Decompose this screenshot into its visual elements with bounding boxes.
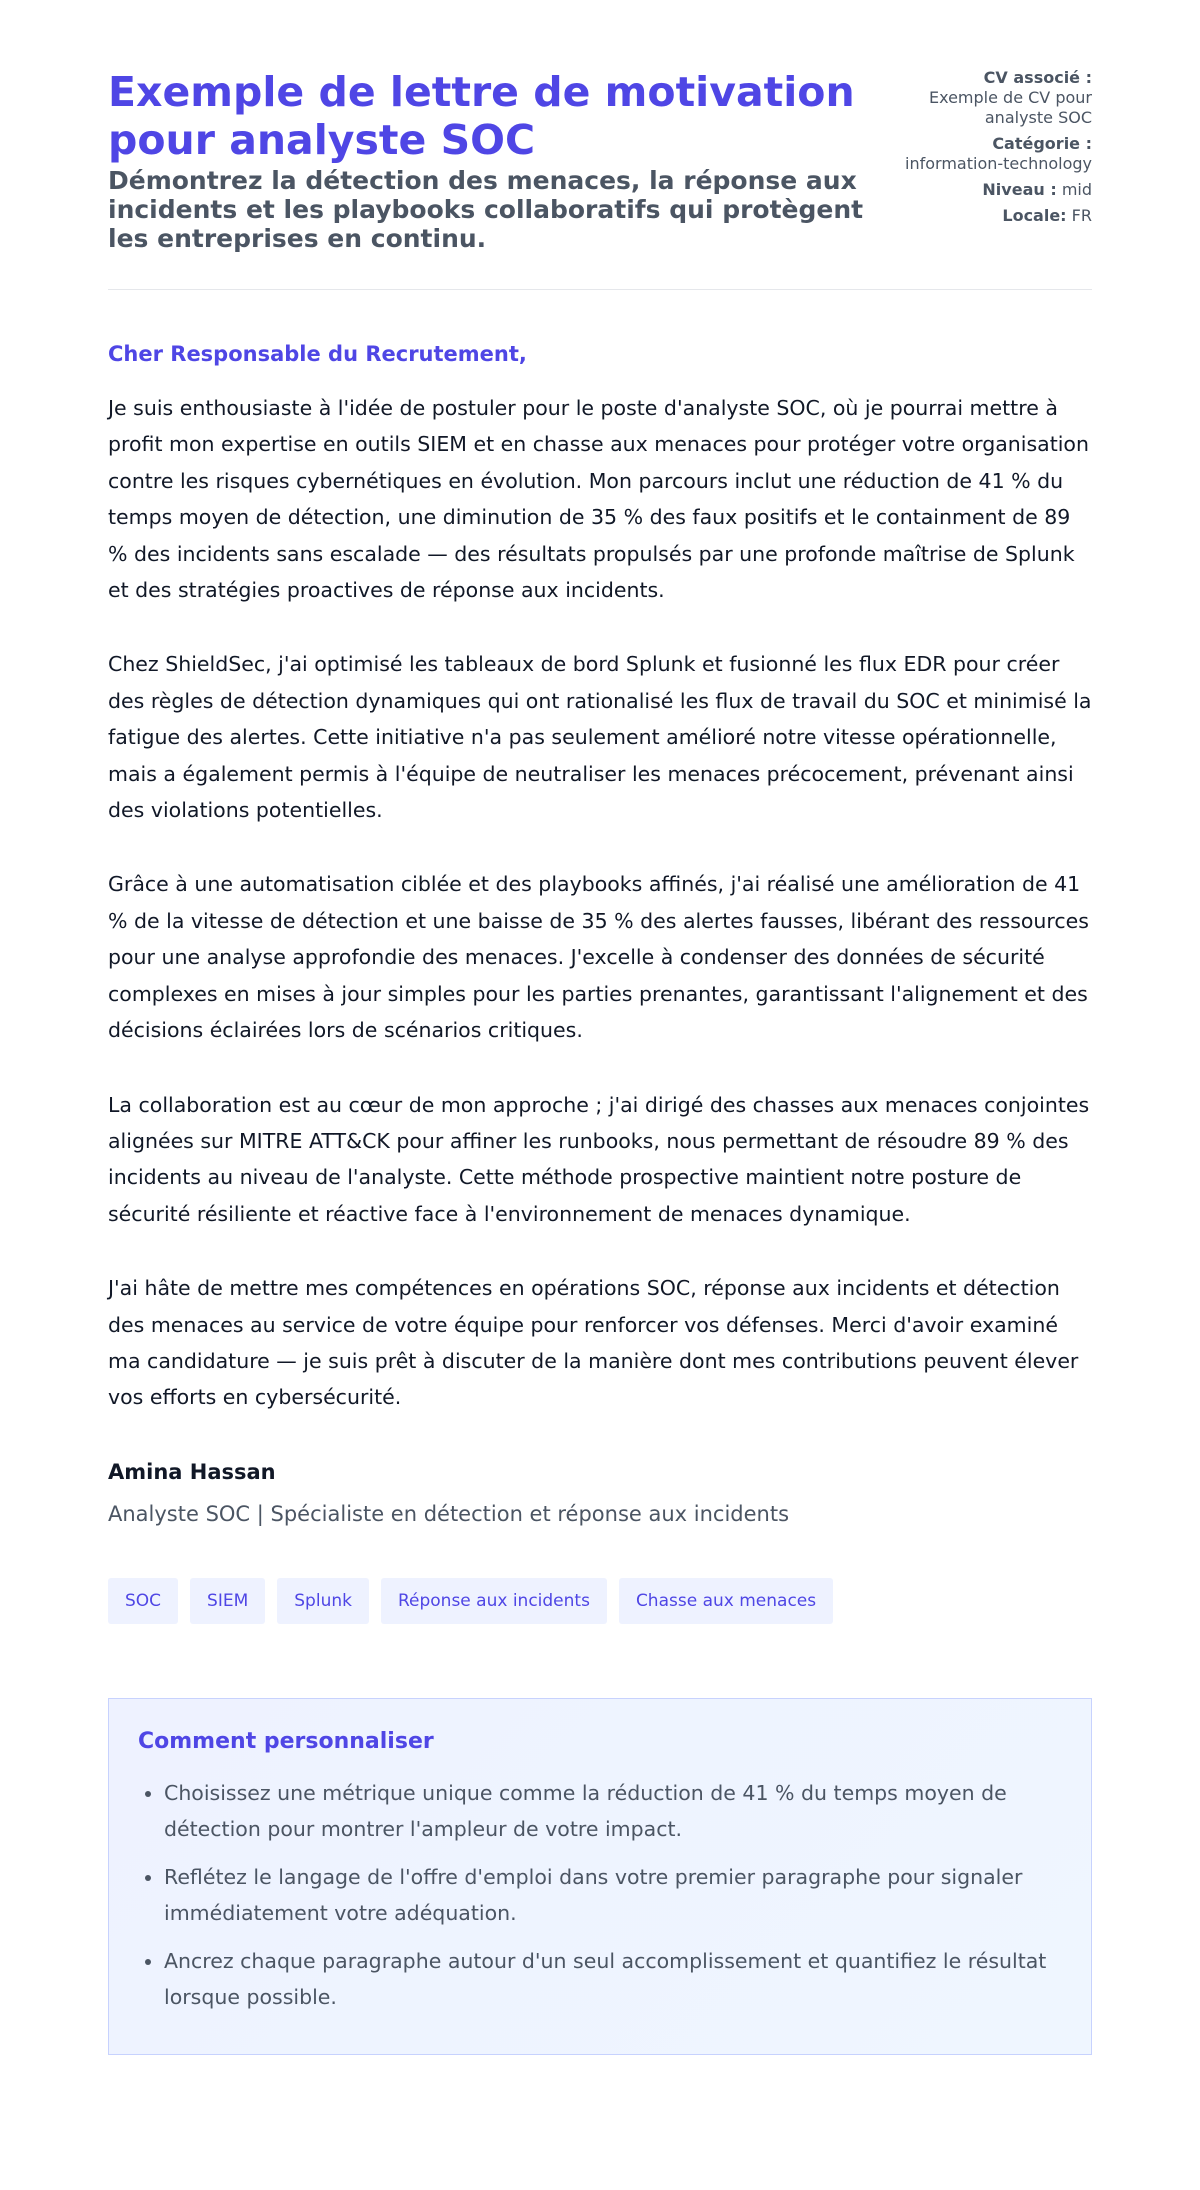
meta-locale bbox=[895, 206, 1092, 226]
meta-category bbox=[895, 134, 1092, 174]
letter-paragraph: Grâce à une automatisation ciblée et des playbooks affinés, j'ai réalisé une amélioration de 41 % de la vitesse de détection et une baisse de 35 % des alertes fausses, libérant des ressources pour une analyse approfondie des menaces. J'excelle à condenser des données de sécurité complexes en mises à jour simples pour les parties prenantes, garantissant l'alignement et des décisions éclairées lors de scénarios critiques. bbox=[108, 872, 1089, 1043]
tip-item: • Ancrez chaque paragraphe autour d'un seul accomplissement et quantifiez le résultat lorsque possible. bbox=[164, 1943, 1062, 2015]
letter-paragraph: Je suis enthousiaste à l'idée de postuler pour le poste d'analyste SOC, où je pourrai mettre à profit mon expertise en outils SIEM et en chasse aux menaces pour protéger votre organisation contre les risques cybernétiques en évolution. Mon parcours inclut une réduction de 41 % du temps moyen de détection, une diminution de 35 % des faux positifs et le containment de 89 % des incidents sans escalade — des résultats propulsés par une profonde maîtrise de Splunk et des stratégies proactives de réponse aux incidents. bbox=[108, 396, 1089, 603]
header-titles bbox=[108, 68, 895, 253]
signature-name: Amina Hassan bbox=[108, 1459, 276, 1484]
meta-level-label: Niveau : bbox=[982, 180, 1057, 199]
meta-level bbox=[895, 180, 1092, 200]
meta-cv bbox=[895, 68, 1092, 128]
letter-paragraph: La collaboration est au cœur de mon approche ; j'ai dirigé des chasses aux menaces conjointes alignées sur MITRE ATT&CK pour affiner les runbooks, nous permettant de résoudre 89 % des incidents au niveau de l'analyste. Cette méthode prospective maintient notre posture de sécurité résiliente et réactive face à l'environnement de menaces dynamique. bbox=[108, 1092, 1090, 1226]
page-subtitle: Démontrez la détection des menaces, la réponse aux incidents et les playbooks collaboratifs qui protègent les entreprises en continu. bbox=[108, 166, 864, 253]
tip-item: • Choisissez une métrique unique comme la réduction de 41 % du temps moyen de détection pour montrer l'ampleur de votre impact. bbox=[164, 1775, 1062, 1847]
letter-paragraph: Chez ShieldSec, j'ai optimisé les tableaux de bord Splunk et fusionné les flux EDR pour créer des règles de détection dynamiques qui ont rationalisé les flux de travail du SOC et minimisé la fatigue des alertes. Cette initiative n'a pas seulement amélioré notre vitesse opérationnelle, mais a également permis à l'équipe de neutraliser les menaces précocement, prévenant ainsi des violations potentielles. bbox=[108, 652, 1092, 823]
signature-role: Analyste SOC | Spécialiste en détection et réponse aux incidents bbox=[108, 1501, 790, 1526]
letter-salutation: Cher Responsable du Recrutement, bbox=[108, 342, 527, 366]
meta-level-value: mid bbox=[1061, 180, 1092, 199]
customization-tips bbox=[108, 1698, 1092, 2055]
meta-cv-link[interactable]: Exemple de CV pour analyste SOC bbox=[929, 88, 1092, 127]
skill-tag[interactable]: Réponse aux incidents bbox=[381, 1578, 607, 1624]
skill-tags bbox=[108, 1578, 1092, 1624]
skill-tag[interactable]: Chasse aux menaces bbox=[619, 1578, 833, 1624]
meta-category-value: information-technology bbox=[905, 154, 1092, 173]
meta-panel bbox=[895, 68, 1092, 232]
page-title: Exemple de lettre de motivation pour analyste SOC bbox=[108, 68, 855, 164]
header-divider bbox=[108, 289, 1092, 290]
letter-paragraph: J'ai hâte de mettre mes compétences en opérations SOC, réponse aux incidents et détection des menaces au service de votre équipe pour renforcer vos défenses. Merci d'avoir examiné ma candidature — je suis prêt à discuter de la manière dont mes contributions peuvent élever vos efforts en cybersécurité. bbox=[108, 1276, 1079, 1410]
skill-tag[interactable]: SOC bbox=[108, 1578, 178, 1624]
tip-item: • Reflétez le langage de l'offre d'emploi dans votre premier paragraphe pour signaler immédiatement votre adéquation. bbox=[164, 1859, 1062, 1931]
meta-cv-label: CV associé : bbox=[983, 68, 1092, 87]
meta-locale-value: FR bbox=[1071, 206, 1092, 225]
page-header bbox=[108, 68, 1092, 253]
meta-locale-label: Locale: bbox=[1002, 206, 1067, 225]
tips-title: Comment personnaliser bbox=[138, 1728, 434, 1754]
letter-body bbox=[108, 390, 1092, 1416]
skill-tag[interactable]: SIEM bbox=[190, 1578, 265, 1624]
meta-category-label: Catégorie : bbox=[992, 134, 1092, 153]
skill-tag[interactable]: Splunk bbox=[277, 1578, 369, 1624]
tips-list bbox=[138, 1775, 1062, 2015]
